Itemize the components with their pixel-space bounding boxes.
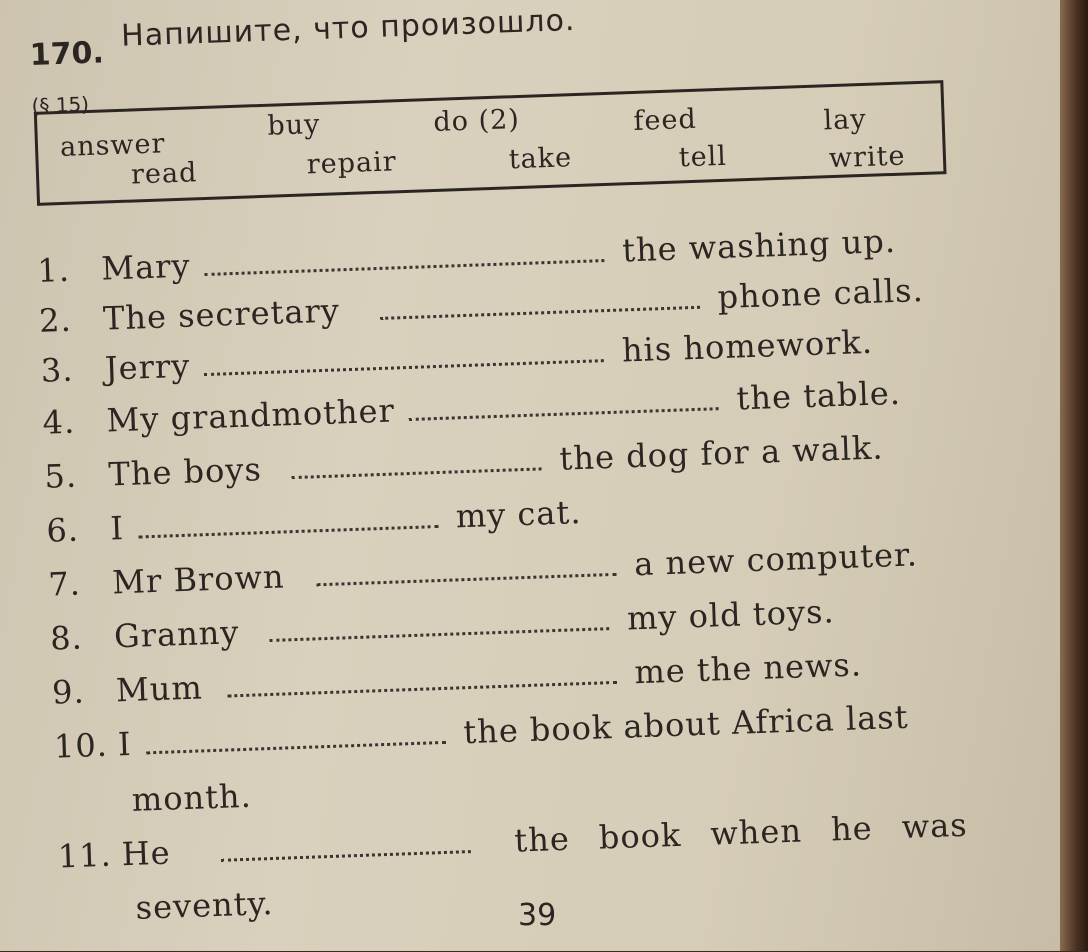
section-reference: (§ 15)	[31, 91, 90, 118]
word-do: do (2)	[432, 103, 521, 138]
answer-blank[interactable]	[316, 555, 617, 586]
word-repair: repair	[306, 146, 398, 181]
item-number: 11.	[57, 835, 113, 876]
answer-blank[interactable]	[145, 723, 446, 754]
item-number: 2.	[38, 300, 73, 340]
answer-blank[interactable]	[408, 389, 719, 421]
exercise-title: Напишите, что произошло.	[120, 2, 576, 54]
book-edge	[1060, 0, 1088, 951]
item-rest: the book when he was	[513, 805, 969, 860]
item-subject: Granny	[113, 613, 240, 656]
item-number: 10.	[53, 725, 109, 766]
list-item	[53, 698, 909, 766]
word-feed: feed	[632, 103, 698, 137]
word-lay: lay	[823, 103, 868, 137]
list-item	[46, 493, 582, 550]
item-continuation: month.	[131, 776, 253, 819]
item-subject: Mary	[100, 246, 192, 288]
item-rest: me the news.	[633, 645, 863, 692]
item-subject: My grandmother	[105, 391, 396, 440]
item-number: 4.	[42, 402, 76, 442]
answer-blank[interactable]	[204, 341, 604, 376]
item-subject: He	[121, 833, 172, 874]
item-subject: Mr Brown	[111, 557, 286, 602]
exercise-number: 170.	[29, 35, 105, 73]
item-rest: my old toys.	[626, 592, 836, 638]
item-subject: Mum	[115, 668, 204, 710]
word-take: take	[508, 142, 573, 176]
list-item	[44, 428, 884, 495]
item-subject: Jerry	[104, 346, 191, 388]
item-continuation: seventy.	[134, 884, 275, 927]
list-item	[51, 645, 862, 711]
item-rest: the washing up.	[621, 221, 897, 270]
item-number: 6.	[45, 510, 80, 550]
word-read: read	[130, 157, 198, 191]
item-rest: a new computer.	[633, 535, 919, 584]
item-number: 8.	[49, 618, 84, 658]
item-number: 5.	[43, 456, 78, 496]
answer-blank[interactable]	[379, 288, 700, 320]
word-tell: tell	[678, 140, 728, 174]
item-rest: the dog for a walk.	[558, 428, 885, 478]
word-buy: buy	[266, 108, 321, 142]
page-number: 39	[518, 898, 557, 933]
item-rest: phone calls.	[716, 270, 925, 317]
item-rest: his homework.	[621, 322, 874, 370]
item-subject: I	[117, 724, 133, 764]
item-number: 1.	[36, 250, 71, 290]
item-rest: my cat.	[455, 493, 583, 536]
answer-blank[interactable]	[226, 663, 616, 698]
answer-blank[interactable]	[138, 507, 439, 538]
item-rest: the table.	[735, 373, 902, 418]
list-item	[50, 592, 836, 657]
answer-blank[interactable]	[291, 449, 542, 479]
item-subject: The secretary	[102, 291, 341, 338]
item-subject: The boys	[107, 450, 263, 494]
answer-blank[interactable]	[204, 241, 604, 276]
word-box	[34, 80, 947, 206]
item-subject: I	[109, 509, 125, 548]
item-number: 3.	[40, 350, 75, 390]
answer-blank[interactable]	[269, 609, 610, 642]
item-number: 7.	[47, 564, 82, 604]
answer-blank[interactable]	[220, 832, 471, 862]
word-answer: answer	[59, 128, 166, 163]
item-rest: the book about Africa last	[462, 697, 910, 752]
item-number: 9.	[51, 672, 86, 712]
word-write: write	[828, 140, 906, 175]
